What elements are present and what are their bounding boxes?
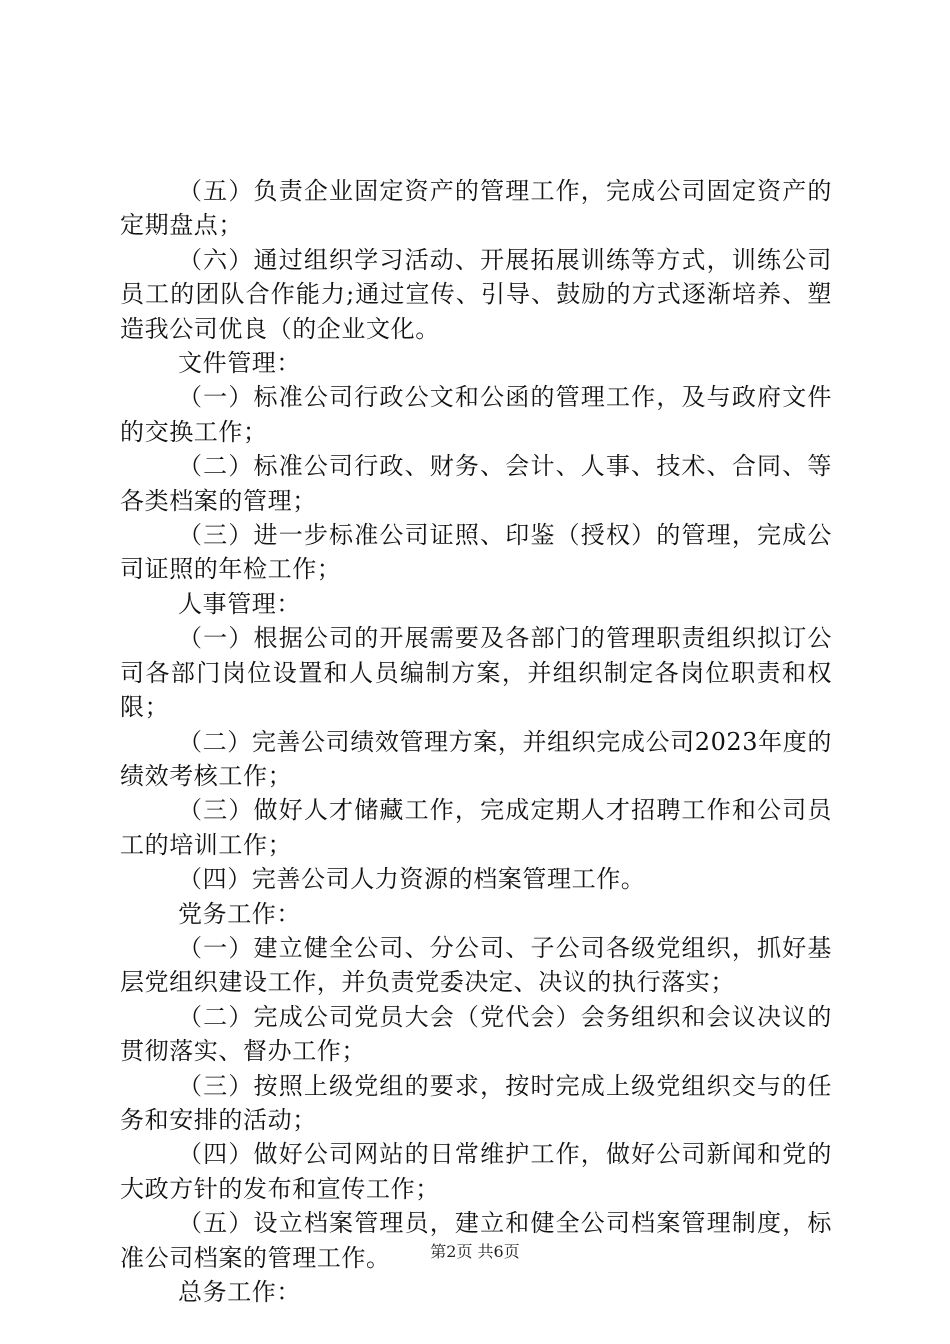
paragraph-job-positions: （一）根据公司的开展需要及各部门的管理职责组织拟订公司各部门岗位设置和人员编制方案，并组织制定各岗位职责和权限； bbox=[120, 624, 832, 722]
section-heading-file-management: 文件管理： bbox=[178, 349, 301, 378]
section-heading-general-affairs: 总务工作： bbox=[178, 1278, 301, 1306]
paragraph-archive-administrator: （五）设立档案管理员，建立和健全公司档案管理制度，标准公司档案的管理工作。 bbox=[120, 1209, 832, 1272]
paragraph-licenses-seals: （三）进一步标准公司证照、印鉴（授权）的管理，完成公司证照的年检工作； bbox=[120, 521, 832, 584]
paragraph-party-congress: （二）完成公司党员大会（党代会）会务组织和会议决议的贯彻落实、督办工作； bbox=[120, 1002, 832, 1066]
document-body bbox=[120, 174, 832, 1309]
paragraph-archives: （二）标准公司行政、财务、会计、人事、技术、合同、等各类档案的管理； bbox=[120, 452, 832, 515]
paragraph-website-maintenance: （四）做好公司网站的日常维护工作，做好公司新闻和党的大政方针的发布和宣传工作； bbox=[120, 1140, 832, 1203]
page-number-footer: 第2页 共6页 bbox=[430, 1242, 520, 1261]
paragraph-hr-archives: （四）完善公司人力资源的档案管理工作。 bbox=[178, 865, 646, 894]
section-heading-party-affairs: 党务工作： bbox=[178, 899, 301, 928]
paragraph-party-tasks: （三）按照上级党组的要求，按时完成上级党组织交与的任务和安排的活动； bbox=[120, 1071, 832, 1134]
paragraph-fixed-assets: （五）负责企业固定资产的管理工作，完成公司固定资产的定期盘点； bbox=[120, 177, 832, 240]
paragraph-team-training: （六）通过组织学习活动、开展拓展训练等方式，训练公司员工的团队合作能力;通过宣传、引导、鼓励的方式逐渐培养、塑造我公司优良（的企业文化。 bbox=[120, 245, 832, 343]
paragraph-performance: （二）完善公司绩效管理方案，并组织完成公司2023年度的绩效考核工作； bbox=[120, 727, 832, 790]
paragraph-official-documents: （一）标准公司行政公文和公函的管理工作，及与政府文件的交换工作； bbox=[120, 383, 832, 446]
paragraph-party-organization: （一）建立健全公司、分公司、子公司各级党组织，抓好基层党组织建设工作，并负责党委决定、决议的执行落实； bbox=[120, 933, 832, 997]
paragraph-talent-reserve: （三）做好人才储藏工作，完成定期人才招聘工作和公司员工的培训工作； bbox=[120, 796, 832, 859]
section-heading-personnel-management: 人事管理： bbox=[178, 589, 301, 618]
